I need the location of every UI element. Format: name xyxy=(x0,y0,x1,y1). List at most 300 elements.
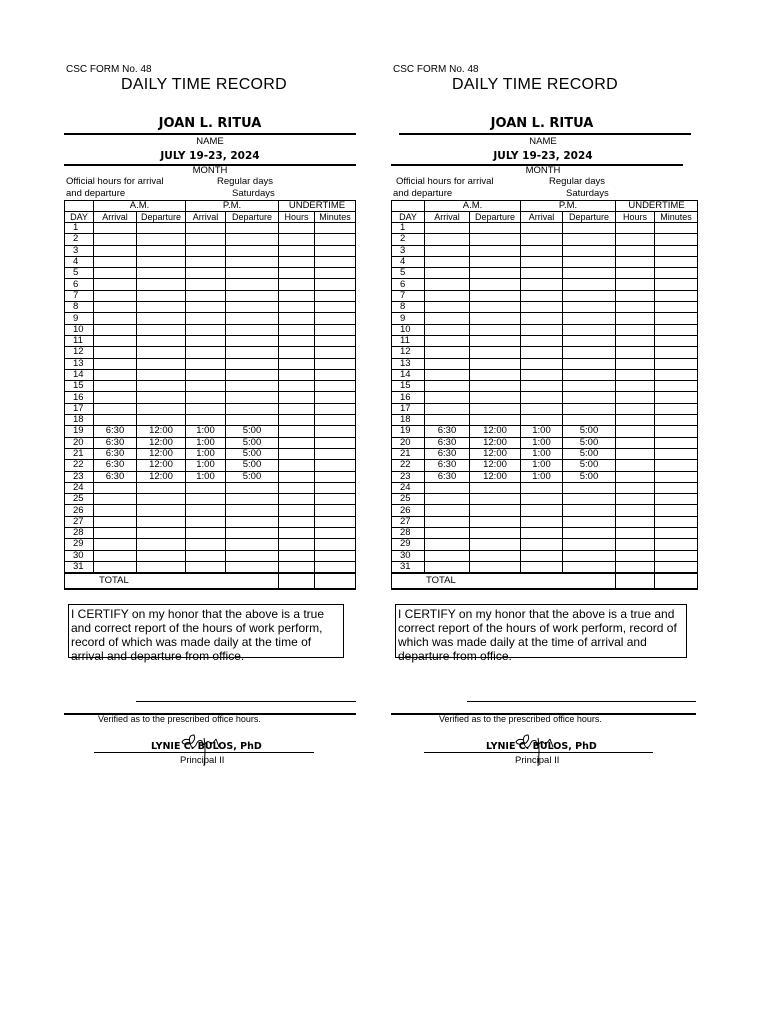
time-record-table xyxy=(64,200,356,590)
table-row xyxy=(65,471,356,482)
cell-am-departure xyxy=(137,290,186,301)
saturdays-label: Saturdays xyxy=(232,188,275,199)
day-number: 28 xyxy=(65,528,94,539)
day-number: 23 xyxy=(65,471,94,482)
cell-undertime-hours xyxy=(616,471,655,482)
cell-am-departure xyxy=(470,561,521,573)
cell-pm-departure: 5:00 xyxy=(226,448,279,459)
cell-undertime-minutes xyxy=(655,460,698,471)
saturdays-label: Saturdays xyxy=(566,188,609,199)
cell-undertime-minutes xyxy=(655,471,698,482)
day-number: 25 xyxy=(65,494,94,505)
cell-pm-departure xyxy=(226,482,279,493)
month-label: MONTH xyxy=(525,165,561,176)
cell-am-arrival: 6:30 xyxy=(94,448,137,459)
employee-name: JOAN L. RITUA xyxy=(158,116,262,131)
cell-am-departure xyxy=(470,505,521,516)
table-row xyxy=(65,381,356,392)
cell-pm-departure xyxy=(226,381,279,392)
cell-undertime-minutes xyxy=(315,561,356,573)
cell-am-arrival xyxy=(425,528,470,539)
cell-pm-departure xyxy=(226,268,279,279)
cell-undertime-hours xyxy=(279,505,315,516)
cell-am-departure xyxy=(137,369,186,380)
cell-pm-arrival xyxy=(186,256,226,267)
total-hours xyxy=(279,573,315,589)
cell-am-departure: 12:00 xyxy=(470,426,521,437)
day-number: 16 xyxy=(65,392,94,403)
day-number: 9 xyxy=(392,313,425,324)
table-row xyxy=(65,392,356,403)
day-number: 11 xyxy=(392,335,425,346)
cell-am-arrival xyxy=(94,223,137,234)
cell-am-departure xyxy=(470,268,521,279)
table-row xyxy=(65,482,356,493)
day-number: 9 xyxy=(65,313,94,324)
cell-pm-departure xyxy=(226,347,279,358)
cell-am-departure xyxy=(137,335,186,346)
cell-am-arrival xyxy=(425,516,470,527)
table-row xyxy=(65,460,356,471)
header-undertime: UNDERTIME xyxy=(279,201,356,212)
day-number: 5 xyxy=(392,268,425,279)
cell-am-arrival xyxy=(94,505,137,516)
day-number: 4 xyxy=(392,256,425,267)
day-number: 23 xyxy=(392,471,425,482)
cell-undertime-hours xyxy=(279,381,315,392)
cell-am-arrival xyxy=(94,335,137,346)
cell-undertime-minutes xyxy=(315,234,356,245)
cell-pm-arrival xyxy=(186,268,226,279)
cell-am-departure xyxy=(470,290,521,301)
cell-am-departure xyxy=(137,256,186,267)
cell-am-arrival xyxy=(94,234,137,245)
cell-pm-departure xyxy=(226,234,279,245)
cell-pm-arrival xyxy=(186,279,226,290)
cell-pm-arrival xyxy=(186,516,226,527)
day-number: 2 xyxy=(392,234,425,245)
cell-pm-arrival xyxy=(521,415,563,426)
form-title: DAILY TIME RECORD xyxy=(451,76,619,93)
table-row xyxy=(65,279,356,290)
cell-pm-arrival xyxy=(186,290,226,301)
table-row xyxy=(65,234,356,245)
cell-pm-departure xyxy=(226,302,279,313)
header-pm-arrival: Arrival xyxy=(186,212,226,223)
day-number: 1 xyxy=(392,223,425,234)
name-label: NAME xyxy=(196,136,224,147)
cell-pm-arrival xyxy=(186,335,226,346)
day-number: 29 xyxy=(65,539,94,550)
cell-am-arrival xyxy=(94,494,137,505)
day-number: 8 xyxy=(392,302,425,313)
table-row xyxy=(65,302,356,313)
cell-am-departure xyxy=(470,539,521,550)
cell-undertime-minutes xyxy=(655,494,698,505)
cell-undertime-minutes xyxy=(315,302,356,313)
cell-am-departure: 12:00 xyxy=(137,460,186,471)
header-am-arrival: Arrival xyxy=(425,212,470,223)
table-row xyxy=(392,505,698,516)
cell-am-departure xyxy=(470,324,521,335)
cell-pm-departure xyxy=(226,516,279,527)
cell-pm-arrival: 1:00 xyxy=(521,437,563,448)
total-label: TOTAL xyxy=(65,573,279,589)
name-underline xyxy=(64,133,356,135)
cell-pm-departure xyxy=(226,256,279,267)
day-number: 6 xyxy=(65,279,94,290)
total-label: TOTAL xyxy=(392,573,616,589)
table-row xyxy=(392,561,698,573)
cell-am-arrival xyxy=(94,313,137,324)
table-row xyxy=(392,403,698,414)
table-row xyxy=(392,381,698,392)
day-number: 24 xyxy=(65,482,94,493)
cell-am-arrival xyxy=(425,313,470,324)
cell-am-departure xyxy=(470,302,521,313)
day-number: 16 xyxy=(392,392,425,403)
cell-undertime-hours xyxy=(279,415,315,426)
table-row xyxy=(65,324,356,335)
cell-pm-departure xyxy=(226,415,279,426)
cell-undertime-minutes xyxy=(315,245,356,256)
day-number: 31 xyxy=(392,561,425,573)
day-number: 30 xyxy=(65,550,94,561)
cell-am-departure xyxy=(470,415,521,426)
cell-undertime-minutes xyxy=(315,279,356,290)
day-number: 27 xyxy=(392,516,425,527)
cell-undertime-minutes xyxy=(315,437,356,448)
cell-am-arrival xyxy=(425,403,470,414)
cell-undertime-hours xyxy=(616,302,655,313)
cell-pm-arrival xyxy=(186,415,226,426)
cell-am-departure xyxy=(137,358,186,369)
cell-undertime-minutes xyxy=(655,335,698,346)
cell-am-arrival xyxy=(425,392,470,403)
cell-undertime-hours xyxy=(616,528,655,539)
cell-undertime-minutes xyxy=(315,256,356,267)
cell-pm-departure: 5:00 xyxy=(226,471,279,482)
cell-am-departure: 12:00 xyxy=(470,460,521,471)
cell-am-departure xyxy=(470,403,521,414)
day-number: 17 xyxy=(392,403,425,414)
cell-am-departure xyxy=(470,516,521,527)
cell-pm-arrival: 1:00 xyxy=(521,426,563,437)
header-minutes: Minutes xyxy=(315,212,356,223)
employee-name: JOAN L. RITUA xyxy=(490,116,594,131)
cell-am-arrival: 6:30 xyxy=(94,437,137,448)
header-pm: P.M. xyxy=(186,201,279,212)
cell-pm-departure xyxy=(563,415,616,426)
principal-title: Principal II xyxy=(180,755,225,766)
header-row-periods xyxy=(65,201,356,212)
header-minutes: Minutes xyxy=(655,212,698,223)
cell-undertime-minutes xyxy=(315,494,356,505)
cell-pm-arrival xyxy=(521,381,563,392)
table-row xyxy=(65,415,356,426)
cell-am-arrival xyxy=(425,223,470,234)
cell-am-arrival xyxy=(94,539,137,550)
table-row xyxy=(65,539,356,550)
table-row xyxy=(65,528,356,539)
cell-undertime-hours xyxy=(279,539,315,550)
header-blank xyxy=(65,201,94,212)
cell-pm-departure xyxy=(226,324,279,335)
cell-pm-departure xyxy=(563,516,616,527)
cell-pm-arrival xyxy=(521,482,563,493)
day-number: 7 xyxy=(65,290,94,301)
cell-undertime-hours xyxy=(279,335,315,346)
table-row xyxy=(392,516,698,527)
form-number: CSC FORM No. 48 xyxy=(66,64,152,75)
cell-undertime-minutes xyxy=(315,426,356,437)
cell-am-arrival xyxy=(94,392,137,403)
cell-undertime-hours xyxy=(616,256,655,267)
cell-undertime-hours xyxy=(616,437,655,448)
cell-undertime-minutes xyxy=(655,381,698,392)
cell-am-arrival xyxy=(425,505,470,516)
official-hours-label-2: and departure xyxy=(66,188,126,199)
cell-am-arrival xyxy=(94,550,137,561)
cell-undertime-minutes xyxy=(315,539,356,550)
day-number: 14 xyxy=(392,369,425,380)
day-number: 17 xyxy=(65,403,94,414)
cell-am-departure xyxy=(470,392,521,403)
cell-pm-arrival xyxy=(186,539,226,550)
cell-pm-arrival xyxy=(521,223,563,234)
table-row xyxy=(65,426,356,437)
cell-am-arrival xyxy=(425,539,470,550)
day-number: 31 xyxy=(65,561,94,573)
header-blank xyxy=(392,201,425,212)
cell-pm-departure xyxy=(563,234,616,245)
cell-undertime-hours xyxy=(279,482,315,493)
cell-pm-arrival xyxy=(186,392,226,403)
cell-undertime-hours xyxy=(279,516,315,527)
cell-pm-arrival: 1:00 xyxy=(186,426,226,437)
cell-am-arrival xyxy=(94,482,137,493)
table-row xyxy=(392,234,698,245)
cell-undertime-minutes xyxy=(315,505,356,516)
table-row xyxy=(65,358,356,369)
month-label: MONTH xyxy=(192,165,228,176)
cell-am-departure xyxy=(137,528,186,539)
table-row xyxy=(392,358,698,369)
cell-pm-arrival xyxy=(521,539,563,550)
cell-undertime-minutes xyxy=(655,426,698,437)
header-am: A.M. xyxy=(94,201,186,212)
table-row xyxy=(65,369,356,380)
principal-title: Principal II xyxy=(515,755,560,766)
cell-undertime-minutes xyxy=(315,392,356,403)
cell-am-departure xyxy=(137,347,186,358)
cell-undertime-hours xyxy=(279,460,315,471)
cell-am-arrival: 6:30 xyxy=(425,448,470,459)
name-underline xyxy=(399,133,691,135)
day-number: 5 xyxy=(65,268,94,279)
table-row xyxy=(392,550,698,561)
cell-undertime-hours xyxy=(279,403,315,414)
cell-undertime-hours xyxy=(279,494,315,505)
cell-am-departure xyxy=(137,550,186,561)
cell-pm-arrival xyxy=(186,369,226,380)
table-row xyxy=(65,256,356,267)
cell-undertime-hours xyxy=(279,279,315,290)
cell-undertime-minutes xyxy=(315,403,356,414)
table-row xyxy=(65,403,356,414)
cell-pm-arrival xyxy=(186,223,226,234)
cell-undertime-hours xyxy=(616,358,655,369)
day-number: 14 xyxy=(65,369,94,380)
cell-pm-departure xyxy=(226,528,279,539)
table-row xyxy=(392,460,698,471)
table-row xyxy=(392,426,698,437)
table-row xyxy=(65,448,356,459)
certification-text: I CERTIFY on my honor that the above is a true and correct report of the hours of work perform, record of which was made daily at the time of arrival and departure from office. xyxy=(68,604,344,658)
month-value: JULY 19-23, 2024 xyxy=(493,150,593,162)
cell-pm-arrival xyxy=(521,279,563,290)
cell-am-arrival xyxy=(425,335,470,346)
cell-undertime-minutes xyxy=(315,324,356,335)
cell-undertime-minutes xyxy=(315,415,356,426)
cell-pm-arrival xyxy=(186,528,226,539)
cell-pm-arrival xyxy=(186,561,226,573)
table-row xyxy=(65,550,356,561)
cell-pm-departure xyxy=(563,392,616,403)
table-row xyxy=(392,302,698,313)
form-title: DAILY TIME RECORD xyxy=(120,76,288,93)
cell-am-departure xyxy=(470,223,521,234)
cell-undertime-hours xyxy=(616,482,655,493)
cell-undertime-hours xyxy=(279,561,315,573)
header-hours: Hours xyxy=(616,212,655,223)
cell-undertime-minutes xyxy=(655,448,698,459)
cell-am-departure xyxy=(137,505,186,516)
cell-pm-arrival xyxy=(521,561,563,573)
table-row xyxy=(392,223,698,234)
cell-undertime-minutes xyxy=(655,347,698,358)
table-row xyxy=(392,448,698,459)
cell-pm-arrival: 1:00 xyxy=(186,471,226,482)
cell-am-arrival xyxy=(425,234,470,245)
employee-signature-line xyxy=(136,701,356,702)
day-number: 7 xyxy=(392,290,425,301)
cell-am-arrival xyxy=(425,324,470,335)
cell-am-arrival xyxy=(425,268,470,279)
table-row xyxy=(392,245,698,256)
cell-undertime-hours xyxy=(279,358,315,369)
cell-am-arrival: 6:30 xyxy=(425,471,470,482)
cell-pm-departure xyxy=(563,324,616,335)
cell-am-arrival: 6:30 xyxy=(94,426,137,437)
table-row xyxy=(392,539,698,550)
cell-undertime-minutes xyxy=(315,550,356,561)
header-am: A.M. xyxy=(425,201,521,212)
header-pm: P.M. xyxy=(521,201,616,212)
cell-pm-arrival xyxy=(521,494,563,505)
table-row xyxy=(392,369,698,380)
cell-undertime-minutes xyxy=(655,539,698,550)
cell-am-arrival: 6:30 xyxy=(425,437,470,448)
day-number: 13 xyxy=(392,358,425,369)
day-number: 3 xyxy=(392,245,425,256)
cell-undertime-hours xyxy=(616,403,655,414)
cell-pm-departure xyxy=(563,403,616,414)
day-number: 12 xyxy=(392,347,425,358)
cell-pm-departure xyxy=(563,290,616,301)
day-number: 13 xyxy=(65,358,94,369)
cell-am-arrival xyxy=(425,256,470,267)
cell-am-arrival xyxy=(425,415,470,426)
cell-pm-arrival xyxy=(521,234,563,245)
cell-undertime-hours xyxy=(279,448,315,459)
cell-undertime-minutes xyxy=(315,381,356,392)
table-row xyxy=(392,290,698,301)
cell-pm-departure xyxy=(563,223,616,234)
cell-am-arrival xyxy=(425,369,470,380)
cell-am-departure xyxy=(470,482,521,493)
cell-pm-departure xyxy=(563,245,616,256)
cell-pm-departure xyxy=(226,403,279,414)
table-row xyxy=(65,437,356,448)
cell-pm-departure: 5:00 xyxy=(226,460,279,471)
cell-undertime-hours xyxy=(279,268,315,279)
cell-am-departure xyxy=(470,279,521,290)
cell-pm-departure xyxy=(226,313,279,324)
cell-am-arrival xyxy=(94,268,137,279)
cell-undertime-hours xyxy=(279,437,315,448)
cell-pm-departure xyxy=(226,223,279,234)
cell-undertime-minutes xyxy=(315,528,356,539)
header-row-columns xyxy=(392,212,698,223)
day-number: 26 xyxy=(392,505,425,516)
cell-undertime-minutes xyxy=(315,358,356,369)
cell-pm-departure xyxy=(226,561,279,573)
cell-undertime-minutes xyxy=(315,335,356,346)
official-hours-label: Official hours for arrival xyxy=(66,176,164,187)
header-row-periods xyxy=(392,201,698,212)
day-number: 29 xyxy=(392,539,425,550)
cell-pm-departure: 5:00 xyxy=(226,437,279,448)
table-row xyxy=(65,313,356,324)
cell-undertime-hours xyxy=(616,415,655,426)
cell-undertime-minutes xyxy=(315,347,356,358)
cell-pm-departure xyxy=(563,550,616,561)
cell-am-departure xyxy=(137,516,186,527)
table-row xyxy=(392,494,698,505)
cell-am-arrival: 6:30 xyxy=(425,460,470,471)
cell-am-arrival xyxy=(94,279,137,290)
table-row xyxy=(392,392,698,403)
cell-am-arrival xyxy=(425,550,470,561)
cell-pm-arrival xyxy=(186,550,226,561)
cell-am-departure xyxy=(137,234,186,245)
cell-am-arrival: 6:30 xyxy=(94,460,137,471)
cell-am-departure xyxy=(470,528,521,539)
cell-pm-arrival xyxy=(521,516,563,527)
cell-undertime-hours xyxy=(279,223,315,234)
cell-undertime-hours xyxy=(279,392,315,403)
cell-am-departure xyxy=(137,279,186,290)
principal-signature-line xyxy=(424,752,653,753)
total-minutes xyxy=(315,573,356,589)
cell-pm-arrival: 1:00 xyxy=(521,448,563,459)
cell-am-departure xyxy=(470,335,521,346)
day-number: 27 xyxy=(65,516,94,527)
table-row xyxy=(392,279,698,290)
cell-undertime-hours xyxy=(616,347,655,358)
cell-undertime-minutes xyxy=(655,403,698,414)
